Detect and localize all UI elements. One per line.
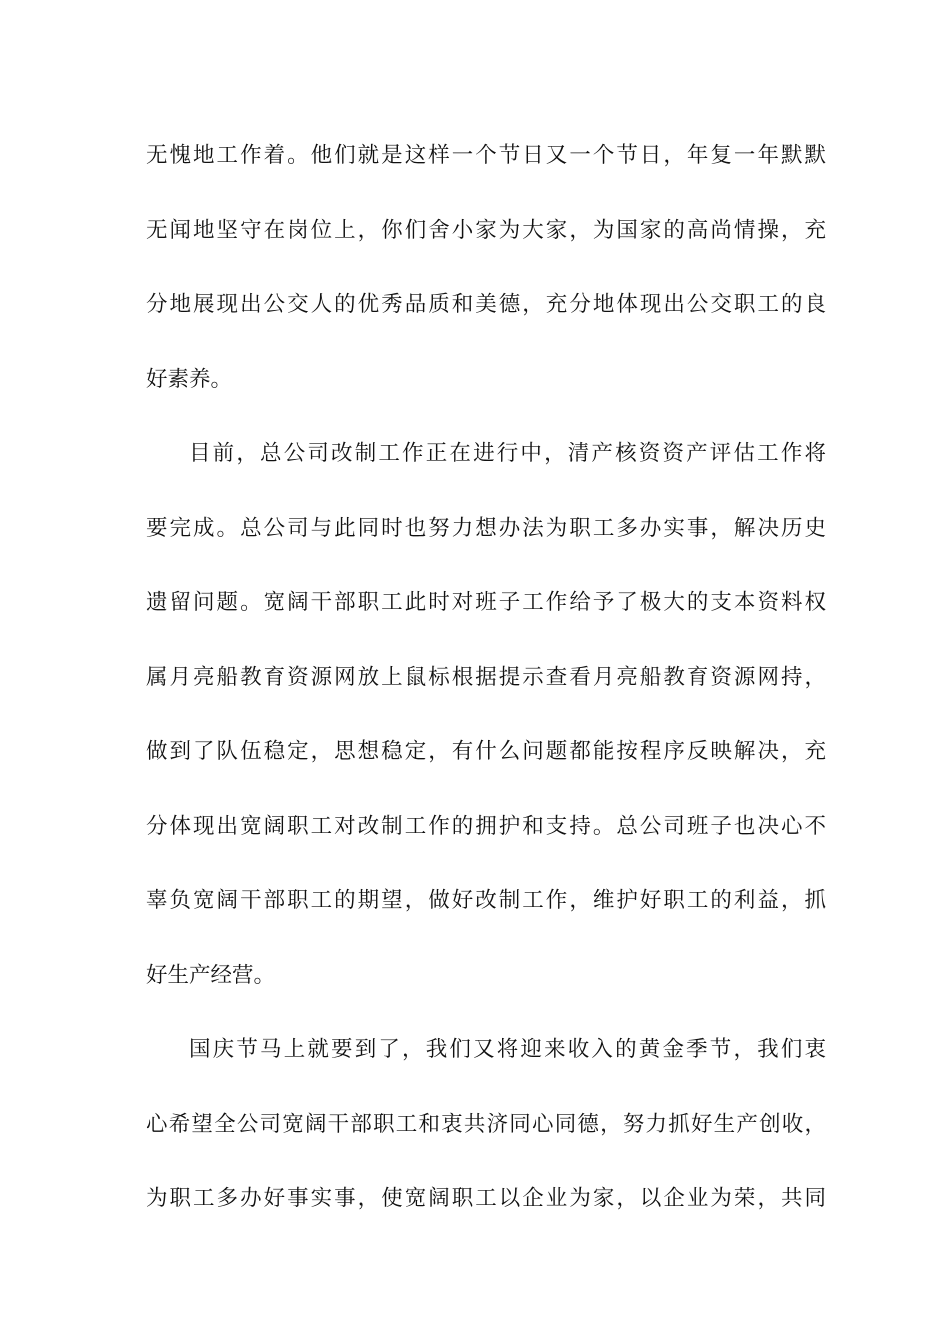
paragraph-first-line: 国庆节马上就要到了，我们又将迎来收入的黄金季节，我们衷: [189, 1037, 826, 1062]
text-line: 要完成。总公司与此同时也努力想办法为职工多办实事，解决历史: [146, 515, 826, 541]
text-line: 无愧地工作着。他们就是这样一个节日又一个节日，年复一年默默: [146, 143, 826, 168]
text-line: 做到了队伍稳定，思想稳定，有什么问题都能按程序反映解决，充: [146, 739, 826, 764]
text-line: 为职工多办好事实事，使宽阔职工以企业为家，以企业为荣，共同: [146, 1186, 826, 1211]
text-line: 辜负宽阔干部职工的期望，做好改制工作，维护好职工的利益，抓: [146, 888, 826, 913]
text-line: 好生产经营。: [146, 962, 276, 988]
text-line: 分地展现出公交人的优秀品质和美德，充分地体现出公交职工的良: [146, 292, 826, 317]
text-line: 遗留问题。宽阔干部职工此时对班子工作给予了极大的支本资料权: [146, 590, 826, 615]
paragraph-first-line: 目前，总公司改制工作正在进行中，清产核资资产评估工作将: [189, 441, 826, 466]
text-line: 无闻地坚守在岗位上，你们舍小家为大家，为国家的高尚情操，充: [146, 217, 826, 243]
text-line: 分体现出宽阔职工对改制工作的拥护和支持。总公司班子也决心不: [146, 813, 826, 839]
text-line: 好素养。: [146, 366, 233, 392]
text-line: 属月亮船教育资源网放上鼠标根据提示查看月亮船教育资源网持，: [146, 664, 826, 690]
text-line: 心希望全公司宽阔干部职工和衷共济同心同德，努力抓好生产创收，: [146, 1111, 826, 1137]
body-text: [146, 132, 826, 1250]
